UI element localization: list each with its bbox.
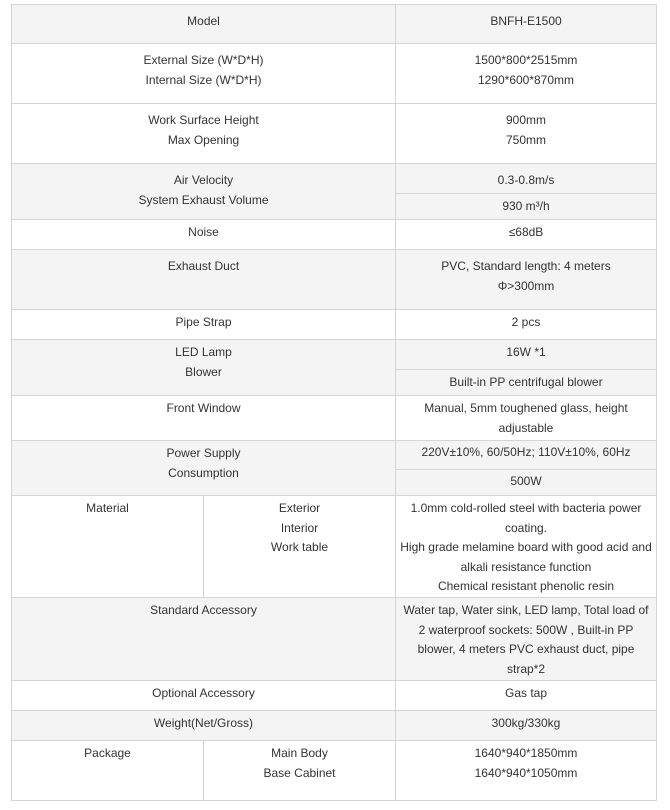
spec-value-noise bbox=[395, 219, 657, 250]
spec-sublabel-material bbox=[203, 495, 396, 598]
spec-value-air-velocity bbox=[395, 163, 657, 194]
spec-label-standard-accessory bbox=[11, 597, 396, 681]
spec-value-package bbox=[395, 740, 657, 801]
spec-value-power-supply bbox=[395, 440, 657, 470]
spec-value-work-surface bbox=[395, 103, 657, 164]
spec-value-led-lamp bbox=[395, 339, 657, 370]
sublabel-text: Exterior bbox=[278, 501, 321, 515]
sublabel-text: Work table bbox=[270, 540, 329, 554]
spec-value-size bbox=[395, 43, 657, 104]
spec-value-standard-accessory bbox=[395, 597, 657, 681]
spec-label-package bbox=[11, 740, 204, 801]
sublabel-text: Base Cabinet bbox=[263, 765, 336, 780]
value-text: 300kg/330kg bbox=[491, 716, 561, 730]
spec-value-exhaust-volume bbox=[395, 193, 657, 220]
spec-label-optional-accessory bbox=[11, 680, 396, 711]
value-text: Chemical resistant phenolic resin bbox=[437, 579, 615, 593]
label-text: Optional Accessory bbox=[152, 686, 255, 700]
label-text: Standard Accessory bbox=[150, 603, 257, 617]
label-text: System Exhaust Volume bbox=[138, 192, 269, 207]
value-text: 2 pcs bbox=[511, 315, 541, 329]
value-text: Manual, 5mm toughened glass, height adjustable bbox=[424, 401, 628, 435]
spec-value-exhaust-duct bbox=[395, 249, 657, 310]
value-text: 1500*800*2515mm bbox=[474, 53, 578, 67]
value-text: 1640*940*1050mm bbox=[474, 765, 578, 780]
value-text: High grade melamine board with good acid and alkali resistance function bbox=[400, 540, 652, 574]
spec-label-exhaust-duct bbox=[11, 249, 396, 310]
label-text: Work Surface Height bbox=[148, 113, 259, 127]
label-text: Package bbox=[84, 746, 131, 760]
spec-label-air-velocity bbox=[11, 163, 396, 220]
label-text: Material bbox=[86, 501, 129, 515]
spec-label-size bbox=[11, 43, 396, 104]
spec-value-consumption bbox=[395, 469, 657, 496]
spec-label-pipe-strap bbox=[11, 309, 396, 340]
spec-label-work-surface bbox=[11, 103, 396, 164]
value-text: 750mm bbox=[505, 132, 546, 147]
spec-value-optional-accessory bbox=[395, 680, 657, 711]
label-text: External Size (W*D*H) bbox=[143, 53, 264, 67]
value-text: 1640*940*1850mm bbox=[474, 746, 578, 760]
label-text: Weight(Net/Gross) bbox=[153, 716, 254, 730]
value-text: 930 m³/h bbox=[502, 199, 550, 213]
label-text: Front Window bbox=[166, 401, 241, 415]
spec-label-power-supply bbox=[11, 440, 396, 496]
label-text: Consumption bbox=[168, 465, 239, 480]
spec-label-led-lamp bbox=[11, 339, 396, 396]
spec-label-weight bbox=[11, 710, 396, 741]
spec-value-weight bbox=[395, 710, 657, 741]
label-text: Internal Size (W*D*H) bbox=[145, 72, 262, 87]
spec-value-model bbox=[395, 4, 657, 44]
value-text: BNFH-E1500 bbox=[490, 14, 562, 28]
spec-value-front-window bbox=[395, 395, 657, 441]
value-text: Water tap, Water sink, LED lamp, Total load of 2 waterproof sockets: 500W , Built-in PP blower, 4 meters PVC exhaust duct, pipe strap*2 bbox=[403, 603, 649, 676]
value-text: Built-in PP centrifugal blower bbox=[449, 375, 603, 389]
label-text: Pipe Strap bbox=[175, 315, 232, 329]
label-text: Air Velocity bbox=[173, 173, 234, 187]
value-text: 500W bbox=[510, 474, 542, 488]
sublabel-text: Main Body bbox=[271, 746, 328, 760]
spec-value-material bbox=[395, 495, 657, 598]
label-text: Noise bbox=[188, 225, 219, 239]
value-text: 900mm bbox=[505, 113, 546, 127]
spec-value-pipe-strap bbox=[395, 309, 657, 340]
label-text: Power Supply bbox=[166, 446, 241, 460]
label-text: Max Opening bbox=[167, 132, 240, 147]
label-text: LED Lamp bbox=[175, 345, 232, 359]
spec-label-material bbox=[11, 495, 204, 598]
spec-sublabel-package bbox=[203, 740, 396, 801]
spec-label-noise bbox=[11, 219, 396, 250]
value-text: 16W *1 bbox=[506, 345, 546, 359]
label-text: Model bbox=[187, 14, 220, 28]
value-text: 0.3-0.8m/s bbox=[497, 173, 555, 187]
value-text: 1.0mm cold-rolled steel with bacteria power coating. bbox=[410, 501, 642, 535]
sublabel-text: Interior bbox=[280, 520, 319, 535]
value-text: Φ>300mm bbox=[497, 278, 555, 293]
spec-value-blower bbox=[395, 369, 657, 396]
value-text: 1290*600*870mm bbox=[477, 72, 575, 87]
label-text: Blower bbox=[185, 364, 222, 379]
value-text: PVC, Standard length: 4 meters bbox=[441, 259, 611, 273]
spec-label-model bbox=[11, 4, 396, 44]
label-text: Exhaust Duct bbox=[167, 259, 240, 273]
spec-label-front-window bbox=[11, 395, 396, 441]
value-text: 220V±10%, 60/50Hz; 110V±10%, 60Hz bbox=[421, 445, 631, 459]
value-text: ≤68dB bbox=[508, 225, 544, 239]
value-text: Gas tap bbox=[504, 686, 548, 700]
